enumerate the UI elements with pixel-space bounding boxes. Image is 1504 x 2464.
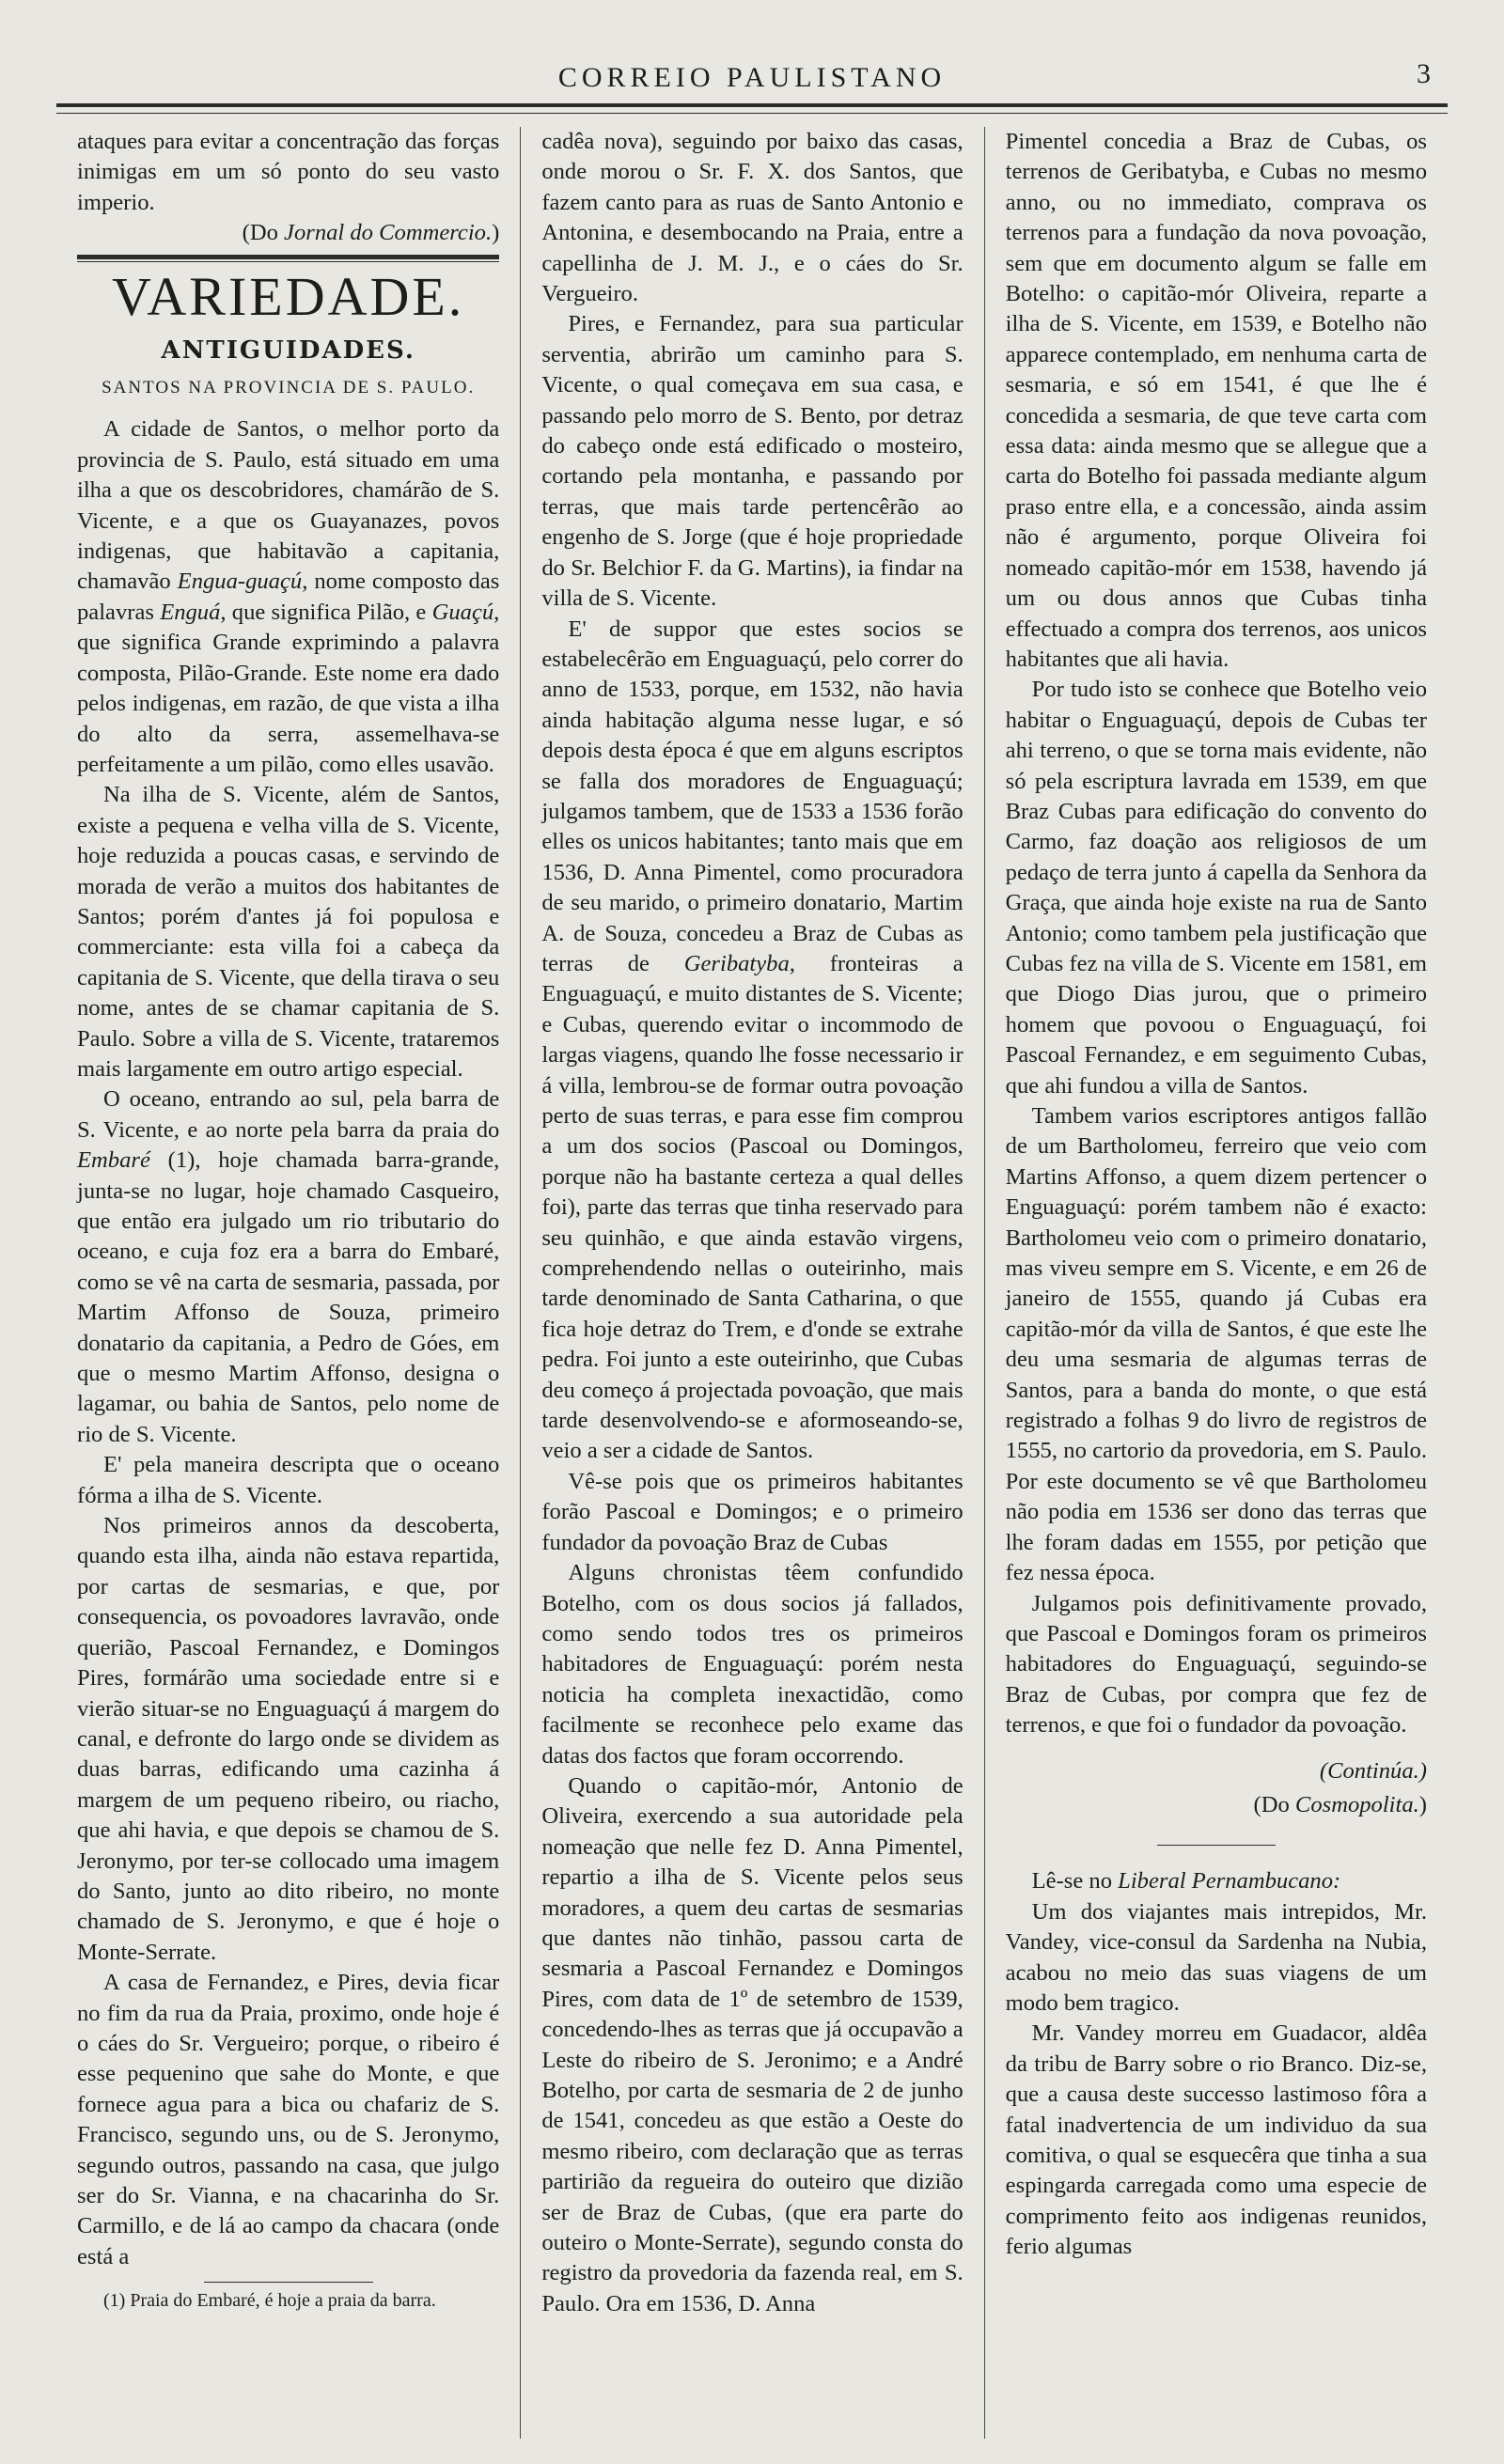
article-leadin [1006,1866,1427,1896]
attr-prefix: (Do [1253,1791,1295,1817]
header-rule [56,103,1448,114]
footnote: (1) Praia do Embaré, é hoje a praia da barra. [103,2290,436,2312]
paragraph: Quando o capitão-mór, Antonio de Oliveira, exercendo a sua autoridade pela nomeação que nelle fez D. Anna Pimentel, repartio a ilha de S. Vicente pelos seus moradores, a quem deu cartas de sesmarias que dantes não tinhão, passou carta de sesmaria a Pascoal Fernandez e Domingos Pires, com data de 1º de setembro de 1539, concedendo-lhes as terras que já occupavão a Leste do ribeiro de S. Jeronimo; e a André Botelho, por carta de sesmaria de 2 de junho de 1541, concedeu as que estão a Oeste do mesmo ribeiro, com declaração que as terras partirião da regueira do outeiro que dizião ser de Braz de Cubas, (que era parte do outeiro o Monte-Serrate), segundo consta do registro da provedoria da fazenda real, em S. Paulo. Ora em 1536, D. Anna [541,1772,964,2316]
text-run: (1), hoje chamada barra-grande, junta-se no lugar, hoje chamado Casqueiro, que então era julgado um rio tributario do oceano, e cuja foz era a barra do Embaré, como se vê na carta de sesmaria, passada, por Martim Affonso de Souza, primeiro donatario da capitania, a Pedro de Góes, em que o mesmo Martim Affonso, designa o lagamar, ou bahia de Santos, pelo nome de rio de S. Vicente. [77,1147,500,1447]
article-subheading: ANTIGUIDADES. [161,335,415,365]
section-divider-thin [77,261,499,262]
text-run: E' de suppor que estes socios se estabelecêrão em Enguaguaçú, pelo correr do anno de 1533, porque, em 1532, não havia ainda habitação alguma nesse lugar, e só depois desta época é que em alguns escriptos se falla dos moradores de Enguaguaçú; julgamos tambem, que de 1533 a 1536 forão elles os unicos habitantes; tanto mais que em 1536, D. Anna Pimentel, como procuradora de seu marido, o primeiro donatario, Martim A. de Souza, concedeu a Braz de Cubas as terras de [541,616,964,976]
masthead-title: CORREIO PAULISTANO [557,62,947,93]
text-run: O oceano, entrando ao sul, pela barra de S. Vicente, e ao norte pela barra da praia do [77,1086,500,1143]
text-run: Lê-se no [1031,1868,1119,1895]
paragraph: Pimentel concedia a Braz de Cubas, os terrenos de Geribatyba, e Cubas no mesmo anno, ou no immediato, comprava os terrenos para a fundação da nova povoação, sem que em documento algum se falle em Botelho: o capitão-mór Oliveira, reparte a ilha de S. Vicente, em 1539, e Botelho não apparece contemplado, em nenhuma carta de sesmaria, e só em 1541, é que lhe é concedida a sesmaria, de que teve carta com essa data: ainda mesmo que se allegue que a carta do Botelho foi passada mediante algum praso entre ella, e a concessão, ainda assim não é argumento, porque Oliveira foi nomeado capitão-mór em 1538, havendo já um ou dous annos que Cubas tinha effectuado a compra dos terrenos, aos unicos habitantes que ali havia. [1005,129,1427,672]
paragraph: ataques para evitar a concentração das forças inimigas em um só ponto do seu vasto imperio. [77,129,500,215]
source-attribution [1006,1790,1427,1820]
source-attribution [77,218,499,248]
paragraph: Vê-se pois que os primeiros habitantes forão Pascoal e Domingos; e o primeiro fundador da povoação Braz de Cubas [541,1468,964,1555]
paragraph: Pires, e Fernandez, para sua particular serventia, abrirão um caminho para S. Vicente, o qual começava em sua casa, e passando pelo morro de S. Bento, por detraz do cabeço onde está edificado o mosteiro, cortando pela montanha, e passando por terras, que mais tarde pertencêrão ao engenho de S. Jorge (que é hoje propriedade do Sr. Belchior F. da G. Martins), ia findar na villa de S. Vicente. [541,311,964,612]
section-title: VARIEDADE. [112,265,465,327]
paragraph: Na ilha de S. Vicente, além de Santos, existe a pequena e velha villa de S. Vicente, hoje reduzida a poucas casas, e servindo de morada de verão a muitos dos habitantes de Santos; porém d'antes já foi populosa e commerciante: esta villa foi a cabeça da capitania de S. Vicente, que della tirava o seu nome, antes de se chamar capitania de S. Paulo. Sobre a villa de S. Vicente, trataremos mais largamente em outro artigo especial. [77,782,500,1082]
column-3 [984,127,1448,2439]
column-1 [56,127,520,2439]
paragraph: Tambem varios escriptores antigos fallão de um Bartholomeu, ferreiro que veio com Martins Affonso, a quem dizem pertencer o Enguaguaçú: porém tambem não é exacto: Bartholomeu veio com o primeiro donatario, mas viveu sempre em S. Vicente, e em 26 de janeiro de 1555, quando já Cubas era capitão-mór da villa de Santos, é que este lhe deu uma sesmaria de algumas terras de Santos, para a banda do monte, o que está registrado a folhas 9 do livro de registros de 1555, no cartorio da provedoria, em S. Paulo. Por este documento se vê que Bartholomeu não podia em 1536 ser dono das terras que lhe foram dadas em 1555, por petição que fez nessa época. [1005,1103,1427,1586]
attr-suffix: ) [492,220,500,246]
paragraph [541,615,963,1467]
attr-suffix: ) [1418,1791,1427,1817]
article-place-line: SANTOS NA PROVINCIA DE S. PAULO. [102,378,476,398]
page-number: 3 [1417,58,1431,89]
columns-container [56,127,1448,2439]
page-header [56,45,1448,94]
italic-term: Embaré [77,1147,150,1174]
italic-term: Geribatyba [683,950,790,976]
attr-source: Cosmopolita. [1294,1791,1419,1817]
paragraph: Julgamos pois definitivamente provado, que Pascoal e Domingos foram os primeiros habitadores do Enguaguaçú, seguindo-se Braz de Cubas, por compra que fez de terrenos, e que foi o fundador da povoação. [1005,1590,1427,1739]
paragraph [77,414,499,780]
paragraph: Um dos viajantes mais intrepidos, Mr. Vandey, vice-consul da Sardenha na Nubia, acabou no meio das suas viagens de um modo bem tragico. [1005,1898,1427,2016]
paragraph [77,1084,499,1450]
footnote-divider [204,2282,373,2283]
paragraph: Alguns chronistas têem confundido Botelho, com os dous socios já fallados, como sendo todos tres os primeiros habitadores de Enguaguaçú: porém nesta noticia ha completa inexactidão, como facilmente se reconhece pelo exame das datas dos factos que foram occorrendo. [541,1560,964,1769]
paragraph: Mr. Vandey morreu em Guadacor, aldêa da tribu de Barry sobre o rio Branco. Diz-se, que a causa deste successo lastimoso fôra a fatal inadvertencia de um individuo da sua comitiva, o qual se esquecêra que tinha a sua espingarda carregada como uma especie de comprimento feito aos indigenas reunidos, ferio algumas [1005,2020,1427,2260]
paragraph: E' pela maneira descripta que o oceano fórma a ilha de S. Vicente. [77,1452,500,1508]
italic-term: Guaçú [431,599,494,625]
text-run: , nome composto das palavras [77,569,500,625]
text-run: , fronteiras a Enguaguaçú, e muito distantes de S. Vicente; e Cubas, querendo evitar o incommodo de largas viagens, quando lhe fosse necessario ir á villa, lembrou-se de formar outra povoação perto de suas terras, e para esse fim comprou a um dos socios (Pascoal ou Domingos, porque não ha bastante certeza a qual delles foi), parte das terras que tinha reservado para seu quinhão, e que ainda estavão virgens, comprehendendo nellas o outeirinho, mais tarde denominado de Santa Catharina, o que fica hoje detraz do Trem, e d'onde se extrahe pedra. Foi junto a este outeirinho, que Cubas deu começo á projectada povoação, que mais tarde desenvolvendo-se e aformoseando-se, veio a ser a cidade de Santos. [541,950,964,1464]
italic-term: Liberal Pernambucano: [1118,1868,1341,1895]
italic-term: Enguá [160,599,221,625]
column-2 [520,127,983,2439]
attr-prefix: (Do [242,220,285,246]
text-run: , que significa Pilão, e [220,599,432,625]
continued-note: (Continúa.) [1319,1757,1427,1784]
paragraph: cadêa nova), seguindo por baixo das casas, onde morou o Sr. F. X. dos Santos, que fazem canto para as ruas de Santo Antonio e Antonina, e desembocando na Praia, entre a capellinha de J. M. J., e o cáes do Sr. Vergueiro. [541,129,964,307]
paragraph: A casa de Fernandez, e Pires, devia ficar no fim da rua da Praia, proximo, onde hoje é o cáes do Sr. Vergueiro; porque, o ribeiro é esse pequenino que sahe do Monte, e que fornece agua para a bica ou chafariz de S. Francisco, segundo uns, ou de S. Jeronymo, segundo outros, passando na casa, que julgo ser do Sr. Vianna, e na chacarinha do Sr. Carmillo, e de lá ao campo da chacara (onde está a [77,1970,500,2269]
section-divider [77,255,499,259]
attr-source: Jornal do Commercio. [284,220,493,246]
article-divider [1157,1845,1276,1846]
text-run: A cidade de Santos, o melhor porto da provincia de S. Paulo, está situado em uma ilha a que os descobridores, chamárão de S. Vicente, e a que os Guayanazes, povos indigenas, que habitavão a capitania, chamavão [77,416,500,595]
italic-term: Engua-guaçú [177,569,303,595]
paragraph: Nos primeiros annos da descoberta, quando esta ilha, ainda não estava repartida, por cartas de sesmarias, e que, por consequencia, os povoadores lavravão, onde querião, Pascoal Fernandez, e Domingos Pires, formárão uma sociedade entre si e vierão situar-se no Enguaguaçú á margem do canal, e defronte do largo onde se dividem as duas barras, edificando uma cazinha á margem de um pequeno ribeiro, ou riacho, que ahi havia, e que depois se chamou de S. Jeronymo, por ter-se collocado uma imagem do Santo, junto ao dito ribeiro, no monte chamado de S. Jeronymo, e que é hoje o Monte-Serrate. [77,1513,500,1965]
text-run: , que significa Grande exprimindo a palavra composta, Pilão-Grande. Este nome era dado pelos indigenas, em razão, de que vista a ilha do alto da serra, assemelhava-se perfeitamente a um pilão, como elles usavão. [77,599,500,777]
paragraph: Por tudo isto se conhece que Botelho veio habitar o Enguaguaçú, depois de Cubas ter ahi terreno, o que se torna mais evidente, não só pela escriptura lavrada em 1539, em que Braz Cubas para edificação do convento do Carmo, faz doação aos religiosos de um pedaço de terra junto á capella da Senhora da Graça, que ainda hoje existe na rua de Santo Antonio; como tambem pela justificação que Cubas fez na villa de S. Vicente em 1581, em que Diogo Dias jurou, que o primeiro homem que povoou o Enguaguaçú, foi Pascoal Fernandez, e em seguimento Cubas, que ahi fundou a villa de Santos. [1005,677,1427,1099]
